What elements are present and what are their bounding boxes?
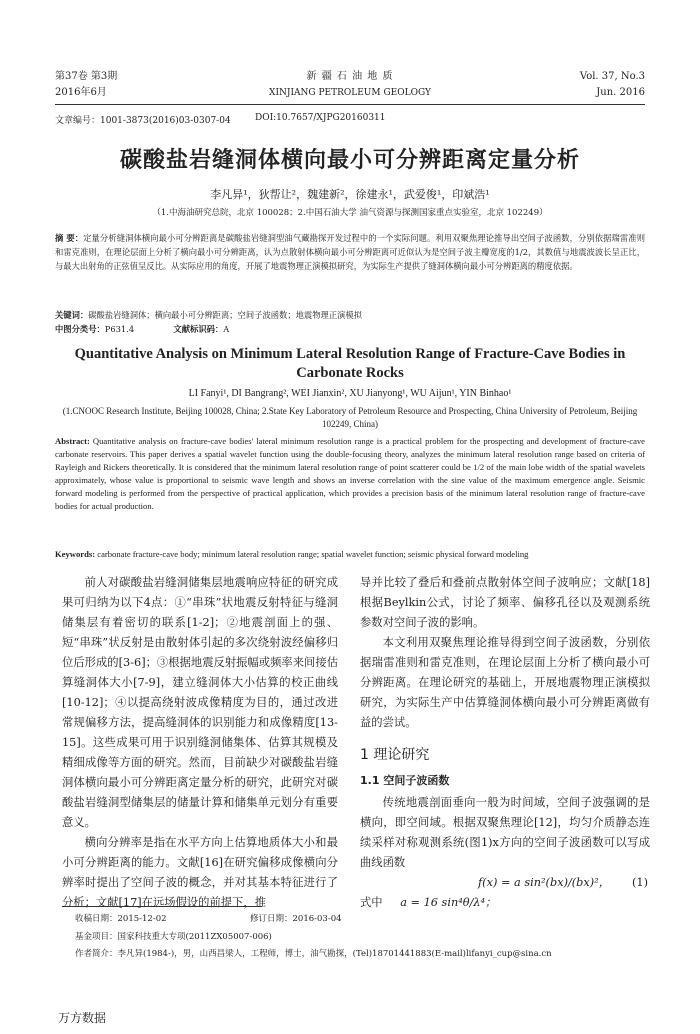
doc-code-label: 文献标识码： [173, 324, 224, 334]
revised-date: 修订日期：2016-03-04 [250, 914, 342, 924]
classification-cn [55, 322, 645, 336]
header-vol-cn: 第37卷 第3期 [55, 71, 118, 82]
equation-where [360, 893, 650, 913]
subsection-heading: 1.1 空间子波函数 [360, 774, 450, 787]
clc-value: P631.4 [104, 324, 135, 334]
equation-number: (1) [631, 876, 648, 889]
abstract-en [55, 435, 645, 547]
body-paragraph: 传统地震剖面垂向一般为时间域，空间子波强调的是横向，即空间域。根据双聚焦理论[12]，均匀介质静态连续采样对称观测系统(图1)x方向的空间子波函数可以写成曲线函数 [360, 796, 650, 869]
affiliations-cn: （1.中海油研究总院，北京 100028；2.中国石油大学 油气资源与探测国家重点实验室，北京 102249） [152, 208, 548, 218]
title-en: Quantitative Analysis on Minimum Lateral Resolution Range of Fracture-Cave Bodies in Carbonate Rocks [74, 346, 626, 381]
received-date: 收稿日期：2015-12-02 [75, 914, 167, 924]
section-heading: 1 理论研究 [360, 747, 430, 763]
body-left-column [62, 573, 338, 913]
header-journal-en: XINJIANG PETROLEUM GEOLOGY [269, 88, 431, 98]
author-bio: 作者简介：李凡异(1984-)，男，山西昌梁人，工程师，博士，油气勘探，(Tel)18701441883(E-mail)lifanyi_cup@sina.cn [75, 949, 552, 959]
abstract-en-text: Quantitative analysis on fracture-cave bodies' lateral minimum resolution range is a practical problem for the prospecting and development of fracture-cave carbonate reservoirs. This paper derives a spatial wavelet function using the double-focusing theory, analyzes the minimum lateral resolution range based on criteria of Rayleigh and Rickers theoretically. It is considered that the minimum lateral resolution range of point scatterer could be 1/2 of the main lobe width of the spatial wavelets approximately, whose value is proportional to seismic wave length and shows an inverse correlation with the sine value of the maximum emergence angle. Seismic forward modeling is performed from the perspective of practical application, which provides a precision basis of the minimum lateral resolution range of fracture-cave bodies for actual production. [55, 436, 645, 511]
authors-en: LI Fanyi¹, DI Bangrang², WEI Jianxin², XU Jianyong¹, WU Aijun¹, YIN Binhao¹ [188, 388, 512, 399]
footnote-rule [62, 906, 262, 907]
abstract-cn-text: 定量分析缝洞体横向最小可分辨距离是碳酸盐岩缝洞型油气藏勘探开发过程中的一个实际问题。利用双聚焦理论推导出空间子波函数，分别依据瑞雷准则和雷克准则，在理论层面上分析了横向最小可分辨距离，认为点散射体横向最小可分辨距离可近似认为是空间子波主瓣宽度的1/2，其数值与地震波波长呈正比，与最大出射角的正弦值呈反比。从实际应用的角度，开展了地震物理正演模拟研究，为实际生产提供了缝洞体横向最小可分辨距离的精度依据。 [55, 233, 645, 271]
title-cn: 碳酸盐岩缝洞体横向最小可分辨距离定量分析 [119, 148, 580, 173]
header-date-en: Jun. 2016 [596, 87, 645, 98]
keywords-cn-label: 关键词： [55, 310, 89, 320]
keywords-en-text: carbonate fracture-cave body; minimum lateral resolution range; spatial wavelet function; seismic physical forward modeling [97, 549, 529, 559]
fund-note: 基金项目：国家科技重大专项(2011ZX05007-006) [75, 932, 272, 942]
body-paragraph: 横向分辨率是指在水平方向上估算地质体大小和最小可分辨距离的能力。文献[16]在研究偏移成像横向分辨率时提出了空间子波的概念，并对其基本特征进行了分析；文献[17]在远场假设的前提下，推 [62, 836, 338, 909]
doi: DOI:10.7657/XJPG20160311 [255, 113, 386, 123]
keywords-en-label: Keywords: [55, 549, 96, 559]
keywords-en [55, 548, 645, 561]
affiliations-en: (1.CNOOC Research Institute, Beijing 100028, China; 2.State Key Laboratory of Petroleum Resource and Prospecting, China University of Petroleum, Beijing 102249, China) [62, 406, 638, 429]
body-paragraph: 导并比较了叠后和叠前点散射体空间子波响应；文献[18]根据Beylkin公式，讨论了频率、偏移孔径以及观测系统参数对空间子波的影响。 [360, 576, 650, 629]
body-right-column [360, 573, 650, 913]
body-paragraph: 本文利用双聚焦理论推导得到空间子波函数，分别依据瑞雷准则和雷克准则，在理论层面上分析了横向最小可分辨距离。在理论研究的基础上，开展地震物理正演模拟研究，为实际生产中估算缝洞体横向最小可分辨距离做有益的尝试。 [360, 636, 650, 729]
where-label: 式中 [360, 896, 383, 909]
header-date-cn: 2016年6月 [55, 87, 107, 98]
body-paragraph: 前人对碳酸盐岩缝洞储集层地震响应特征的研究成果可归纳为以下4点：①“串珠”状地震反射特征与缝洞储集层有着密切的联系[1-2]；②地震剖面上的强、短“串珠”状反射是由散射体引起的多次绕射波经偏移归位后形成的[3-6]；③根据地震反射振幅或频率来间接估算缝洞体大小[7-9]，建立缝洞体大小估算的校正曲线[10-12]；④以提高绕射波成像精度为目的，通过改进常规偏移方法，提高缝洞体的识别能力和成像精度[13-15]。这些成果可用于识别缝洞储集体、估算其规模及精细成像等方面的研究。然而，目前缺少对碳酸盐岩缝洞体横向最小可分辨距离定量分析的研究，此研究对碳酸盐岩缝洞型储集层的储量计算和储集单元划分有重要意义。 [62, 576, 338, 829]
header-vol-en: Vol. 37, No.3 [579, 71, 645, 82]
keywords-cn [55, 308, 645, 322]
abstract-cn-label: 摘 要： [55, 233, 84, 243]
abstract-en-label: Abstract: [55, 436, 90, 446]
authors-cn: 李凡异¹，狄帮让²，魏建新²，徐建永¹，武爱俊¹，印斌浩¹ [210, 188, 490, 201]
doc-code-value: A [223, 324, 230, 334]
header-journal-cn: 新 疆 石 油 地 质 [306, 71, 394, 82]
header-rule [55, 104, 645, 105]
watermark-text: 万方数据 [58, 1011, 107, 1025]
equation-expression: f(x) = a sin²(bx)/(bx)²， [478, 876, 611, 889]
clc-label: 中图分类号： [55, 324, 105, 334]
article-number: 文章编号：1001-3873(2016)03-0307-04 [55, 116, 231, 126]
abstract-cn [55, 231, 645, 305]
where-expression: a = 16 sin⁴θ/λ⁴； [400, 896, 497, 909]
equation-1 [360, 873, 650, 893]
keywords-cn-text: 碳酸盐岩缝洞体；横向最小可分辨距离；空间子波函数；地震物理正演模拟 [88, 310, 363, 320]
